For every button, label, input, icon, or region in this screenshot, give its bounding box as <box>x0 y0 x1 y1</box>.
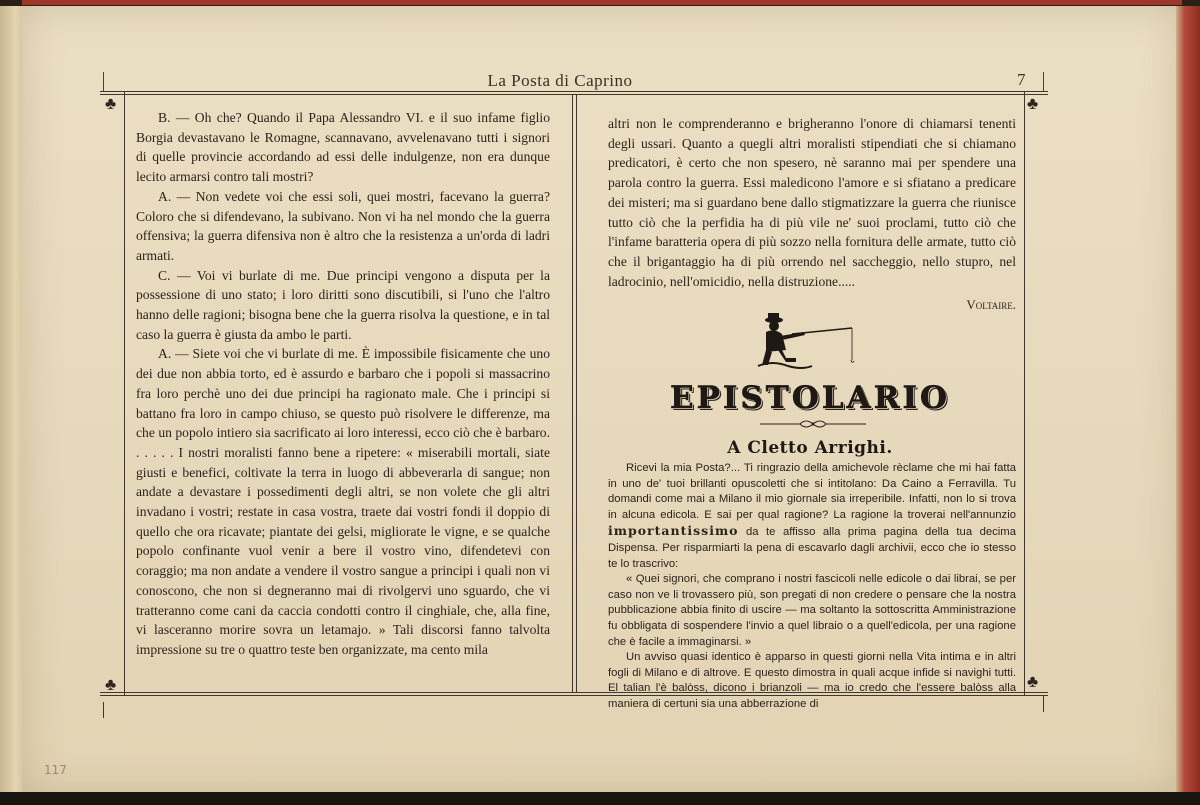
letter-text: Ricevi la mia Posta?... Ti ringrazio della amichevole rèclame che mi hai fatta in uno de' tuoi brillanti opuscoletti che si intitolano: Da Caino a Ferravilla. Tu domandi come mai a Milano il mio giornale sia irreperibile. Infatti, non lo si trova in alcuna edicola. E sai per qual ragione? La ragione la troverai nell'annunzio <box>608 462 1016 521</box>
emphasis-word: importantissimo <box>608 523 739 539</box>
head-tick-left <box>103 72 104 92</box>
rule-left <box>124 91 125 696</box>
fisherman-vignette <box>752 310 862 372</box>
rule-top-2 <box>100 94 1048 95</box>
corner-ornament-icon: ♣ <box>1027 94 1039 113</box>
paragraph: B. — Oh che? Quando il Papa Alessandro VI. e il suo infame figlio Borgia devastavano le Romagne, scannavano, avvelenavano tutti i signori di quelle provincie accordando ad essi delle indulgenze, non era dunque lecito armarsi contro tali mostri? <box>136 110 550 185</box>
right-column <box>608 114 1016 315</box>
pencil-margin-note: 117 <box>44 763 67 777</box>
corner-ornament-icon: ♣ <box>105 675 117 694</box>
foot-tick-left <box>103 702 104 718</box>
paragraph: A. — Non vedete voi che essi soli, quei mostri, facevano la guerra? Coloro che si difendevano, la subivano. Non vi ha nel mondo che la guerra offensiva; la guerra difensiva non è altro che la resistenza a un'orda di ladri armati. <box>136 188 550 263</box>
rule-top <box>100 91 1048 92</box>
page-edge-red <box>1176 6 1200 796</box>
left-column <box>136 108 550 660</box>
paragraph: Un avviso quasi identico è apparso in questi giorni nella Vita intima e in altri fogli di Milano e di altrove. E questo dimostra in quali acque infide si navighi tutti. El talian l'è balòss, dicono i brianzoli — ma io credo che l'essere balòss alla maniera di certuni sia una abberrazione di <box>608 651 1016 710</box>
divider-ornament-icon <box>758 418 868 430</box>
foot-tick-right <box>1043 696 1044 712</box>
signature: Voltaire. <box>966 297 1016 313</box>
column-divider-2 <box>576 95 577 692</box>
page-number: 7 <box>1017 70 1026 89</box>
running-head <box>80 70 1040 93</box>
corner-ornament-icon: ♣ <box>1027 672 1039 691</box>
head-tick-right <box>1043 72 1044 92</box>
journal-title: La Posta di Caprino <box>487 71 633 90</box>
paragraph: A. — Siete voi che vi burlate di me. È impossibile fisicamente che uno dei due non abbia torto, ed è assurdo e barbaro che i popoli si massacrino fra loro perchè uno dei due principi ha ragionato male. Che i principi si battano fra loro in campo chiuso, se questo può risolvere le differenze, ma che un popolo intiero sia sacrificato ai loro interessi, ecco ciò che è barbaro. . . . . . I nostri moralisti fanno bene a ripetere: « miserabili mortali, siate giusti e benefici, coltivate la terra in luogo di abbeverarla di sangue; non andate a devastare i possedimenti degli altri, se non volete che gli altri invadano i vostri; restate in casa vostra, traete dai vostri fondi il doppio di quello che ora ricavate; piantate dei gelsi, migliorate le vigne, e se qualche popolo confinante vuol venir a bere il vostro vino, difendetevi con coraggio; ma non andate a vendere il vostro sangue a principi i quali non vi conoscono, che non si degneranno mai di rivolgervi uno sguardo, che vi tratteranno come cani da caccia condotti contro il cinghiale, che, alla fine, vi lasceranno morire sovra un letamajo. » Tali discorsi fanno talvolta impressione su tre o quattro teste ben organizzate, ma cento mila <box>136 346 550 657</box>
paragraph <box>608 461 1016 572</box>
letter-heading: A Cletto Arrighi. <box>727 438 893 458</box>
top-red-edge <box>22 0 1182 5</box>
paragraph: « Quei signori, che comprano i nostri fascicoli nelle edicole o dai librai, se per caso non ve li trovassero più, son pregati di non credere o pensare che la nostra pubblicazione abbia finito di uscire — ma soltanto la sottoscritta Amministrazione fu obbligata di sospendere l'invio a quel libraio o a quell'edicola, per una ragione che è facile a immaginarsi. » <box>608 573 1016 648</box>
letter-text: da te affisso alla prima pagina della tua decima Dispensa. Per risparmiarti la pena di escavarlo dagli archivii, ecco che io stesso te lo trascrivo: <box>608 526 1016 570</box>
bottom-edge <box>0 792 1200 805</box>
letter-body <box>608 461 1016 713</box>
paragraph: C. — Voi vi burlate di me. Due principi vengono a disputa per la possessione di uno stato; i loro diritti sono discutibili, si l'uno che l'altro hanno delle ragioni; bisogna bene che la guerra risolva la questione, e in tal caso la guerra è giusta da ambo le parti. <box>136 267 550 342</box>
paragraph: altri non le comprenderanno e brigheranno l'onore di chiamarsi tenenti degli ussari. Quanto a quegli altri moralisti stipendiati che si chiamano predicatori, è certo che non spesero, nè saranno mai per spendere una parola contro la guerra. Essi maledicono l'amore e si sfiatano a predicare dei misteri; ma si guardano bene dallo stigmatizzare la guerra che riunisce tutto ciò che la perfidia ha di più vile ne' suoi proclami, tutto ciò che l'infame baratteria opera di più sozzo nella fornitura delle armate, tutto ciò che il brigantaggio ha di più orrendo nel saccheggio, nello stupro, nel ladrocinio, nell'omicidio, nella distruzione..... <box>608 116 1016 289</box>
corner-ornament-icon: ♣ <box>105 94 117 113</box>
column-divider-1 <box>572 95 573 692</box>
section-title: EPISTOLARIO <box>669 380 951 416</box>
